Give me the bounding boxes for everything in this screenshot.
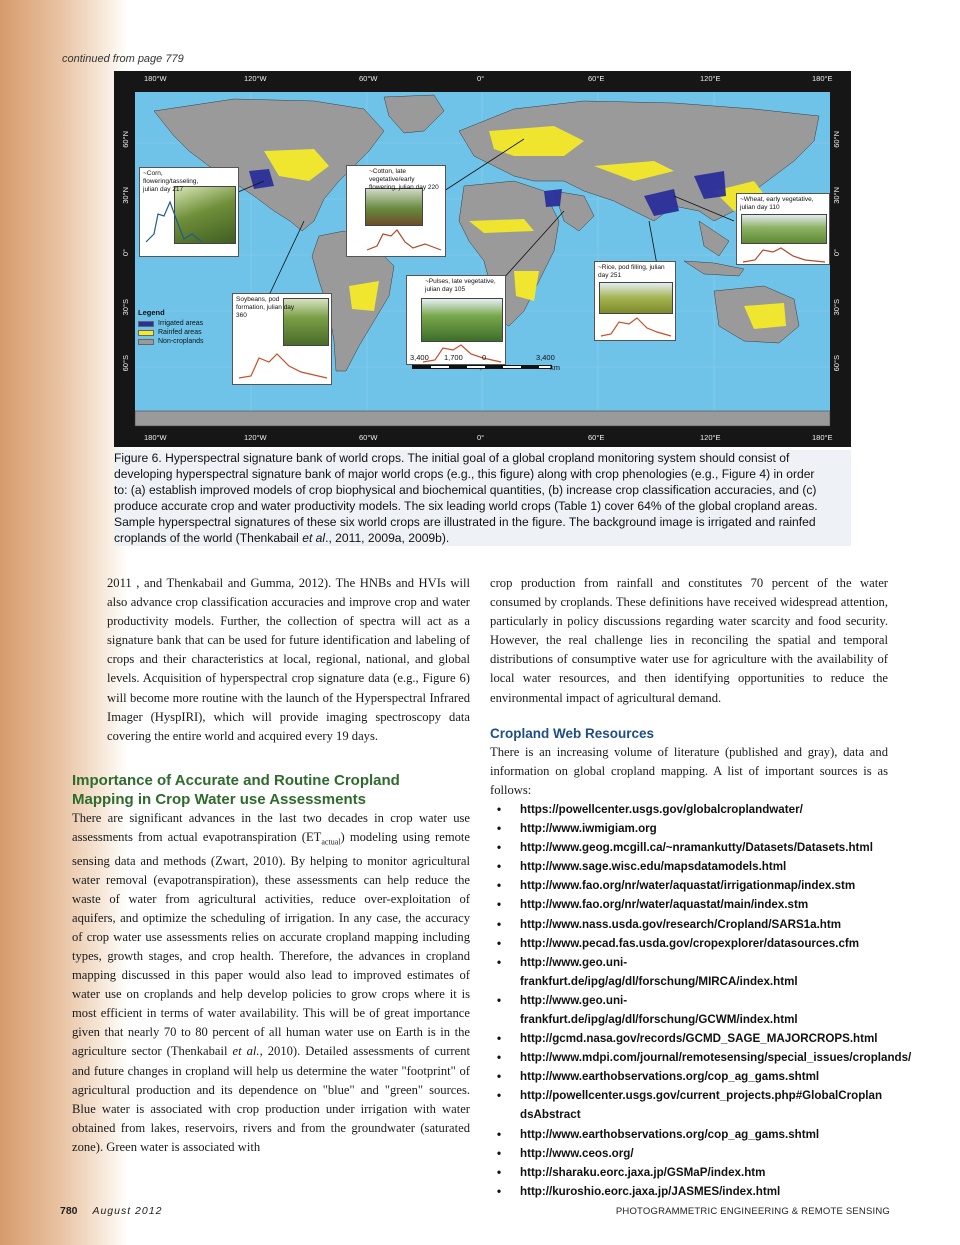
left-para-2-pre: There are significant advances in the last two decades in crop water use assessments from actual evapotranspiration (ET [72,810,470,844]
world-crops-map-figure [114,71,851,447]
list-item [490,819,888,838]
soybeans-signature [237,348,332,385]
list-item [490,1048,912,1067]
link-7[interactable]: http://www.nass.usda.gov/research/Cropland/SARS1a.htm [520,917,842,931]
caption-last-post: ., 2011, 2009a, 2009b). [325,531,450,545]
axis-bottom-7: 180°E [812,433,833,442]
link-17[interactable]: http://sharaku.eorc.jaxa.jp/GSMaP/index.htm [520,1165,766,1179]
inset-corn-caption: ~Corn, flowering/tasseling, julian day 217 [143,170,199,193]
scale-tick-2: 1,700 [444,353,463,362]
axis-left-3: 0° [121,249,130,257]
inset-soybeans-caption: Soybeans, pod formation, julian day 360 [236,296,295,319]
heading-line-1: Importance of Accurate and Routine Cropland [72,771,400,789]
inset-cotton [346,165,446,257]
footer-left [60,1205,162,1217]
inset-wheat [736,193,830,265]
list-item [490,953,888,991]
axis-top-2: 120°W [244,74,267,83]
right-column [490,574,912,1201]
left-para-1: 2011 , and Thenkabail and Gumma, 2012). The HNBs and HVIs will also advance crop classification accuracies and improve crop and water productivity models. Further, the collection of spectra will act as a signature bank that can be used for future identification and labeling of crops and their characteristics at local, regional, national, and global levels. Acquisition of hyperspectral crop signature data (e.g., Figure 6) will become more routine with the launch of the Hyperspectral Infrared Imager (HyspIRI), which will provide imaging spectroscopy data covering the entire world and acquired every 19 days. [107,576,470,743]
legend-swatch-noncropland [138,339,154,345]
link-9[interactable]: http://www.geo.uni-frankfurt.de/ipg/ag/dl/forschung/MIRCA/index.html [520,955,798,988]
inset-cotton-caption: ~Cotton, late vegetative/early flowering, julian day 220 [369,168,439,191]
scale-tick-4: 3,400 [536,353,555,362]
axis-right-4: 30°S [832,299,841,316]
inset-soybeans [232,293,332,385]
axis-left-2: 30°N [121,187,130,204]
list-item [490,800,888,819]
list-item [490,1182,888,1201]
axis-bottom-4: 0° [477,433,485,442]
inset-rice-caption: ~Rice, pod filling, julian day 251 [598,264,665,279]
axis-bottom-6: 120°E [700,433,721,442]
link-1[interactable]: https://powellcenter.usgs.gov/globalcroplandwater/ [520,802,803,816]
caption-line-5: Sample hyperspectral signatures of these six world crops are illustrated in the figure. The background image is irrigated and rainfed [114,515,816,529]
section-heading-importance [72,771,470,809]
legend-swatch-irrigated [138,321,154,327]
legend-swatch-rainfed [138,330,154,336]
axis-left-4: 30°S [121,299,130,316]
inset-corn [139,167,239,257]
scale-tick-3: 0 [482,353,487,362]
link-6[interactable]: http://www.fao.org/nr/water/aquastat/main/index.stm [520,898,809,912]
axis-bottom-1: 180°W [144,433,167,442]
list-item [490,1125,888,1144]
link-11[interactable]: http://gcmd.nasa.gov/records/GCMD_SAGE_MAJORCROPS.html [520,1032,878,1046]
link-16[interactable]: http://www.ceos.org/ [520,1146,634,1160]
axis-top-3: 60°W [359,74,378,83]
legend-label-noncropland: Non-croplands [158,338,204,345]
link-14[interactable]: http://powellcenter.usgs.gov/current_projects.php#GlobalCroplandsAbstract [520,1089,883,1122]
caption-line-3: to: (a) establish improved models of crop biophysical and biochemical quantities, (b) increase crop classification accuracies, and (c) [114,483,817,497]
caption-last-pre: croplands of the world (Thenkabail [114,531,303,545]
legend-label-rainfed: Rainfed areas [158,329,202,336]
axis-right-3: 0° [832,249,841,257]
link-5[interactable]: http://www.fao.org/nr/water/aquastat/irrigationmap/index.stm [520,879,856,893]
axis-top-1: 180°W [144,74,167,83]
axis-top-4: 0° [477,74,485,83]
scale-tick-1: 3,400 [410,353,429,362]
axis-right-2: 30°N [832,187,841,204]
inset-pulses-caption: ~Pulses, late vegetative, julian day 105 [425,278,496,293]
heading-line-2: Mapping in Crop Water use Assessments [72,790,366,808]
continued-note: continued from page 779 [62,53,184,65]
scale-bar-graphic [412,365,552,369]
axis-left-5: 60°S [121,355,130,372]
rice-signature [599,314,676,341]
link-3[interactable]: http://www.geog.mcgill.ca/~nramankutty/Datasets/Datasets.html [520,841,873,855]
caption-line-4: produce accurate crop and water productivity models. The six leading world crops (Table 1) cover 64% of the global cropland areas. [114,499,818,513]
caption-line-6 [114,530,851,546]
list-item [490,1029,888,1048]
cotton-signature [365,226,446,257]
list-item [490,1067,888,1086]
axis-bottom-5: 60°E [588,433,605,442]
caption-line-1: Figure 6. Hyperspectral signature bank of world crops. The initial goal of a global cropland monitoring system should consist of [114,451,790,465]
wheat-signature [741,244,830,265]
list-item [490,934,888,953]
corn-signature [144,194,239,257]
rice-photo [599,282,673,314]
list-item [490,1163,888,1182]
link-15[interactable]: http://www.earthobservations.org/cop_ag_gams.shtml [520,1127,820,1141]
web-resources-list [490,800,912,1201]
figure-caption [114,450,851,546]
et-subscript: actual [321,837,341,847]
pulses-photo [421,298,503,342]
axis-left-1: 60°N [121,131,130,148]
link-13[interactable]: http://www.earthobservations.org/cop_ag_gams.shtml [520,1070,820,1084]
left-para-2-italic: et al. [232,1044,260,1059]
left-para-2-post: , 2010). Detailed assessments of current and future changes in cropland will help us determine the water "footprint" of agricultural production and its dependence on "blue" and "green" sources. Blue water is associated with crop production under irrigation with water obtained from lakes, reservoirs, rivers and from the groundwater (saturated zone). Green water is associated with [72,1044,470,1154]
caption-line-2: developing hyperspectral signature bank of major world crops (e.g., this figure) along with crop phenologies (e.g., Figure 4) in order [114,467,815,481]
list-item [490,876,888,895]
inset-rice [594,261,676,341]
left-column [72,574,470,1157]
axis-right-1: 60°N [832,131,841,148]
page-number: 780 [60,1205,78,1217]
axis-bottom-2: 120°W [244,433,267,442]
left-para-2 [72,809,470,1157]
link-2[interactable]: http://www.iwmigiam.org [520,822,657,836]
link-4[interactable]: http://www.sage.wisc.edu/mapsdatamodels.html [520,860,787,874]
list-item [490,1086,888,1124]
legend-item-noncropland [138,337,228,346]
right-para-2: There is an increasing volume of literature (published and gray), data and information on global cropland mapping. A list of important sources is as follows: [490,744,888,797]
axis-top-7: 180°E [812,74,833,83]
link-10[interactable]: http://www.geo.uni-frankfurt.de/ipg/ag/dl/forschung/GCWM/index.html [520,993,798,1026]
axis-right-5: 60°S [832,355,841,372]
axis-top-6: 120°E [700,74,721,83]
left-para-2-mid: ) modeling using remote sensing data and methods (Zwart, 2010). By helping to monitor agricultural water removal (evapotranspiration), these assessments can help reduce the waste of water from agricultural activities, reduce over-exploitation of aquifers, and optimize the scheduling of irrigation. In any case, the accuracy of crop water use assessments relies on accurate cropland mapping including types, growth stages, and crop health. Therefore, the advances in cropland mapping discussed in this paper would also lead to improved estimates of water use on croplands and help develop policies to grow crops where it is most efficient in terms of water availability. This will be of great importance given that nearly 70 to 80 percent of all human water use on Earth is in the agriculture sector (Thenkabail [72,829,470,1059]
list-item [490,857,888,876]
legend-label-irrigated: Irrigated areas [158,320,204,327]
list-item [490,991,888,1029]
list-item [490,895,888,914]
link-18[interactable]: http://kuroshio.eorc.jaxa.jp/JASMES/index.html [520,1184,781,1198]
link-12[interactable]: http://www.mdpi.com/journal/remotesensing/special_issues/croplands/ [520,1051,912,1065]
scale-unit: km [550,363,560,372]
cotton-photo [365,188,423,226]
list-item [490,915,888,934]
link-8[interactable]: http://www.pecad.fas.usda.gov/cropexplorer/datasources.cfm [520,936,860,950]
section-heading-web-resources: Cropland Web Resources [490,725,655,741]
list-item [490,1144,888,1163]
legend-title: Legend [138,308,165,317]
right-para-1: crop production from rainfall and constitutes 70 percent of the water consumed by croplands. These definitions have received widespread attention, particularly in policy discussions regarding water scarcity and food security. However, the real challenge lies in reconciling the spatial and temporal distributions of consumptive water use for agriculture with the availability of local water resources, and then identifying opportunities to reduce the environmental impact of agricultural demand. [490,576,888,705]
issue-date: August 2012 [92,1205,163,1217]
legend-item-rainfed [138,328,228,337]
scale-bar [408,353,558,387]
list-item [490,838,888,857]
inset-wheat-caption: ~Wheat, early vegetative, julian day 110 [740,196,814,211]
journal-name: PHOTOGRAMMETRIC ENGINEERING & REMOTE SENSING [615,1206,890,1217]
wheat-photo [741,214,827,244]
inset-pulses [406,275,506,365]
caption-last-italic: et al [302,531,326,545]
map-legend [138,308,228,356]
antarctica [135,411,830,426]
axis-top-5: 60°E [588,74,605,83]
legend-item-irrigated [138,319,228,328]
axis-bottom-3: 60°W [359,433,378,442]
